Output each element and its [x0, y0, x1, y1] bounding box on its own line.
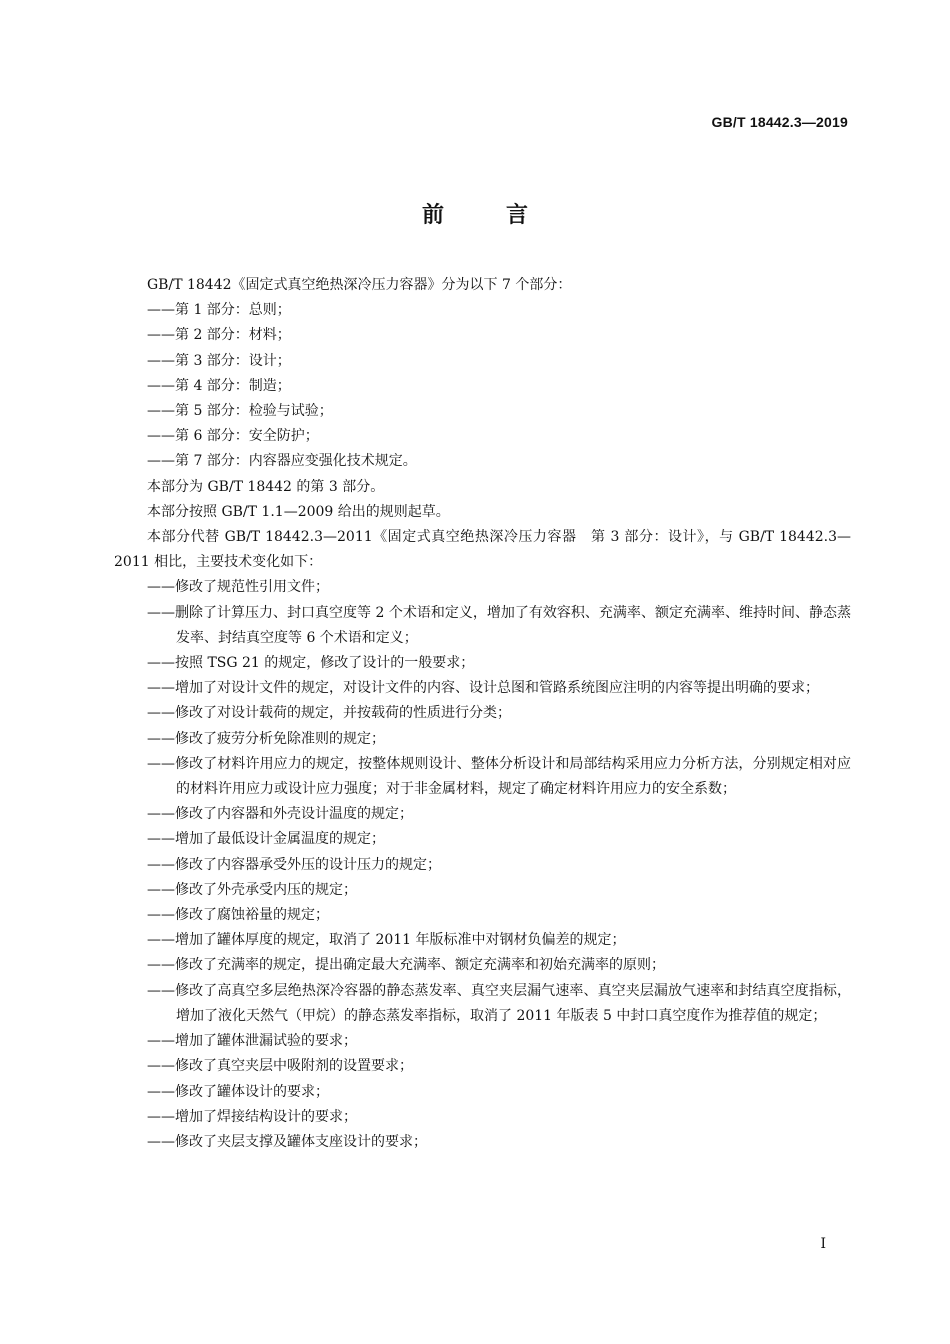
part-item: ——第 5 部分：检验与试验；: [147, 403, 333, 420]
change-item: ——修改了规范性引用文件；: [147, 579, 329, 596]
change-item: ——修改了腐蚀裕量的规定；: [147, 907, 329, 924]
change-item: ——修改了充满率的规定，提出确定最大充满率、额定充满率和初始充满率的原则；: [147, 957, 665, 974]
part-item: ——第 3 部分：设计；: [147, 352, 291, 369]
part-item: ——第 4 部分：制造；: [147, 377, 291, 394]
change-item: ——修改了对设计载荷的规定，并按载荷的性质进行分类；: [147, 705, 511, 722]
change-item: ——增加了罐体厚度的规定，取消了 2011 年版标准中对钢材负偏差的规定；: [147, 932, 626, 949]
change-item: ——修改了罐体设计的要求；: [147, 1083, 329, 1100]
change-item: ——按照 TSG 21 的规定，修改了设计的一般要求；: [147, 655, 475, 672]
part-statement: 本部分为 GB/T 18442 的第 3 部分。: [147, 478, 385, 495]
change-item: ——增加了焊接结构设计的要求；: [147, 1108, 357, 1125]
change-item: ——修改了材料许用应力的规定，按整体规则设计、整体分析设计和局部结构采用应力分析方法，分别规定相对应的材料许用应力或设计应力强度；对于非金属材料，规定了确定材料许用应力的安全系数；: [147, 755, 851, 798]
part-item: ——第 1 部分：总则；: [147, 302, 291, 319]
change-item: ——增加了罐体泄漏试验的要求；: [147, 1033, 357, 1050]
parts-list: [114, 298, 851, 474]
document-body: [114, 273, 851, 1155]
change-item: ——增加了最低设计金属温度的规定；: [147, 831, 385, 848]
change-item: ——修改了内容器承受外压的设计压力的规定；: [147, 856, 441, 873]
part-item: ——第 2 部分：材料；: [147, 327, 291, 344]
change-item: ——增加了对设计文件的规定，对设计文件的内容、设计总图和管路系统图应注明的内容等提出明确的要求；: [147, 680, 819, 697]
change-item: ——修改了内容器和外壳设计温度的规定；: [147, 806, 413, 823]
change-item: ——修改了外壳承受内压的规定；: [147, 881, 357, 898]
page-number: I: [820, 1236, 826, 1252]
replace-statement: 本部分代替 GB/T 18442.3—2011《固定式真空绝热深冷压力容器 第 3 部分：设计》，与 GB/T 18442.3—2011 相比，主要技术变化如下：: [114, 529, 851, 571]
drafting-rule: 本部分按照 GB/T 1.1—2009 给出的规则起草。: [147, 503, 450, 520]
standard-code: GB/T 18442.3—2019: [711, 114, 848, 130]
change-item: ——删除了计算压力、封口真空度等 2 个术语和定义，增加了有效容积、充满率、额定充满率、维持时间、静态蒸发率、封结真空度等 6 个术语和定义；: [147, 604, 851, 646]
changes-list: [114, 575, 851, 1155]
change-item: ——修改了夹层支撑及罐体支座设计的要求；: [147, 1133, 427, 1150]
part-item: ——第 6 部分：安全防护；: [147, 428, 319, 445]
change-item: ——修改了真空夹层中吸附剂的设置要求；: [147, 1058, 413, 1075]
part-item: ——第 7 部分：内容器应变强化技术规定。: [147, 453, 417, 470]
change-item: ——修改了高真空多层绝热深冷容器的静态蒸发率、真空夹层漏气速率、真空夹层漏放气速率和封结真空度指标，增加了液化天然气（甲烷）的静态蒸发率指标，取消了 2011 年版表 5 中封口真空度作为推荐值的规定；: [147, 982, 851, 1024]
parts-intro: GB/T 18442《固定式真空绝热深冷压力容器》分为以下 7 个部分：: [147, 277, 572, 293]
change-item: ——修改了疲劳分析免除准则的规定；: [147, 730, 385, 747]
page-title: 前言: [421, 203, 590, 228]
